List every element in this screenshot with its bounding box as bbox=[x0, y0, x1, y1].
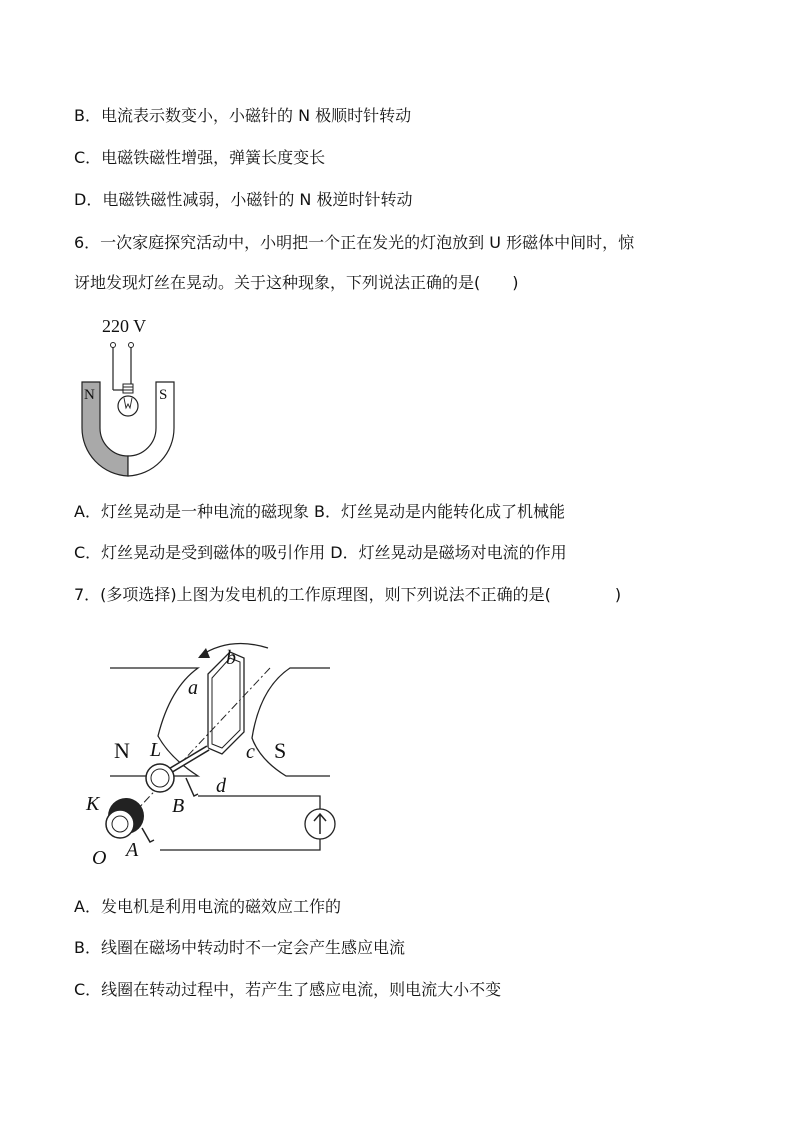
q7-stem: 7．(多项选择)上图为发电机的工作原理图，则下列说法不正确的是( ) bbox=[74, 585, 622, 604]
option-b-prev: B．电流表示数变小，小磁针的 N 极顺时针转动 bbox=[74, 106, 412, 125]
q6-stem-line2: 讶地发现灯丝在晃动。关于这种现象，下列说法正确的是( ) bbox=[74, 273, 519, 292]
q6-magnet-figure bbox=[74, 310, 204, 482]
bulb-icon bbox=[118, 396, 138, 416]
label-s: S bbox=[274, 738, 287, 763]
q6-options-row1: A．灯丝晃动是一种电流的磁现象 B．灯丝晃动是内能转化成了机械能 bbox=[74, 502, 566, 521]
q7-option-c: C．线圈在转动过程中，若产生了感应电流，则电流大小不变 bbox=[74, 980, 502, 999]
q7-option-a: A．发电机是利用电流的磁效应工作的 bbox=[74, 897, 341, 916]
label-a-brush: A bbox=[126, 839, 139, 861]
south-pole-label: S bbox=[159, 387, 168, 403]
label-k: K bbox=[86, 793, 100, 815]
q6-options-row2: C．灯丝晃动是受到磁体的吸引作用 D．灯丝晃动是磁场对电流的作用 bbox=[74, 543, 567, 562]
label-c: c bbox=[246, 741, 255, 763]
q7-option-b: B．线圈在磁场中转动时不一定会产生感应电流 bbox=[74, 938, 405, 957]
voltage-label: 220 V bbox=[102, 316, 147, 336]
brush-a bbox=[142, 828, 154, 842]
q7-generator-figure bbox=[80, 628, 340, 868]
north-pole-label: N bbox=[84, 387, 95, 403]
label-d: d bbox=[216, 775, 226, 797]
south-magnet bbox=[252, 668, 330, 776]
q6-stem-line1: 6．一次家庭探究活动中，小明把一个正在发光的灯泡放到 U 形磁体中间时，惊 bbox=[74, 233, 635, 252]
label-b-brush: B bbox=[172, 795, 185, 817]
label-b: b bbox=[226, 647, 236, 669]
label-l: L bbox=[150, 739, 162, 761]
slip-ring-l bbox=[146, 764, 174, 792]
option-d-prev: D．电磁铁磁性减弱，小磁针的 N 极逆时针转动 bbox=[74, 190, 413, 209]
brush-b bbox=[186, 778, 198, 796]
label-a-coil: a bbox=[188, 677, 198, 699]
option-c-prev: C．电磁铁磁性增强，弹簧长度变长 bbox=[74, 148, 326, 167]
label-n: N bbox=[114, 738, 130, 763]
label-o: O bbox=[92, 847, 107, 868]
